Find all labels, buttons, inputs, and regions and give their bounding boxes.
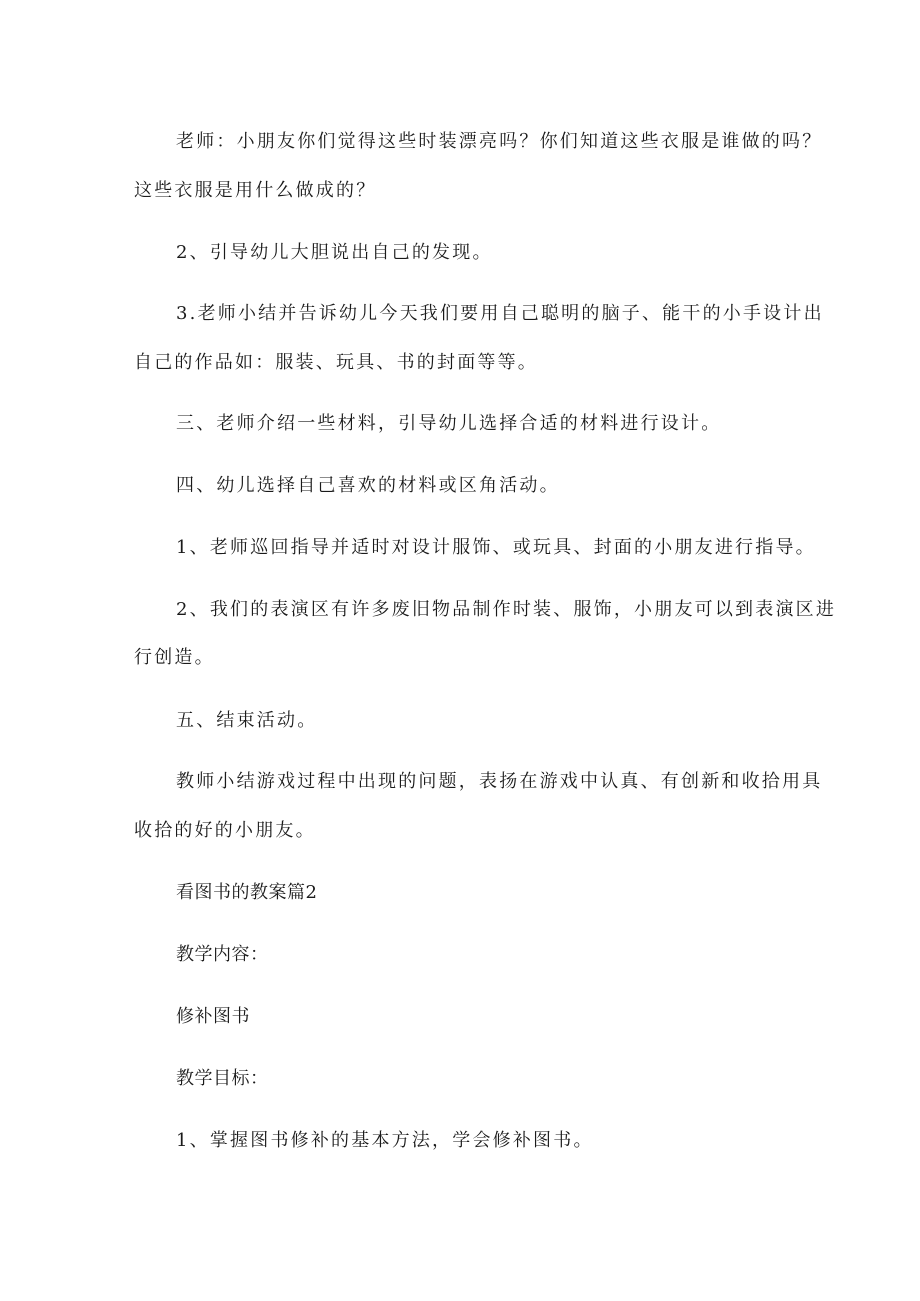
section-heading: 教学内容： xyxy=(176,944,269,965)
paragraph-line: 修补图书 xyxy=(176,1006,250,1027)
paragraph-line: 2、我们的表演区有许多废旧物品制作时装、服饰，小朋友可以到表演区进 xyxy=(176,599,837,620)
paragraph-line: 教师小结游戏过程中出现的问题，表扬在游戏中认真、有创新和收拾用具 xyxy=(176,771,823,792)
paragraph-line: 2、引导幼儿大胆说出自己的发现。 xyxy=(176,242,493,263)
paragraph-line: 3.老师小结并告诉幼儿今天我们要用自己聪明的脑子、能干的小手设计出 xyxy=(176,303,824,324)
paragraph-line: 老师：小朋友你们觉得这些时装漂亮吗？你们知道这些衣服是谁做的吗？ xyxy=(176,131,823,152)
paragraph-line: 1、掌握图书修补的基本方法，学会修补图书。 xyxy=(176,1130,594,1151)
paragraph-line: 1、老师巡回指导并适时对设计服饰、或玩具、封面的小朋友进行指导。 xyxy=(176,537,816,558)
section-heading: 教学目标： xyxy=(176,1068,269,1089)
section-title: 看图书的教案篇2 xyxy=(176,882,318,903)
paragraph-line: 四、幼儿选择自己喜欢的材料或区角活动。 xyxy=(176,475,560,496)
paragraph-line: 行创造。 xyxy=(134,647,215,668)
paragraph-line: 三、老师介绍一些材料，引导幼儿选择合适的材料进行设计。 xyxy=(176,413,722,434)
paragraph-line: 收拾的好的小朋友。 xyxy=(134,820,316,841)
section-heading: 五、结束活动。 xyxy=(176,710,318,731)
paragraph-line: 自己的作品如：服装、玩具、书的封面等等。 xyxy=(134,352,538,373)
paragraph-line: 这些衣服是用什么做成的？ xyxy=(134,180,377,201)
